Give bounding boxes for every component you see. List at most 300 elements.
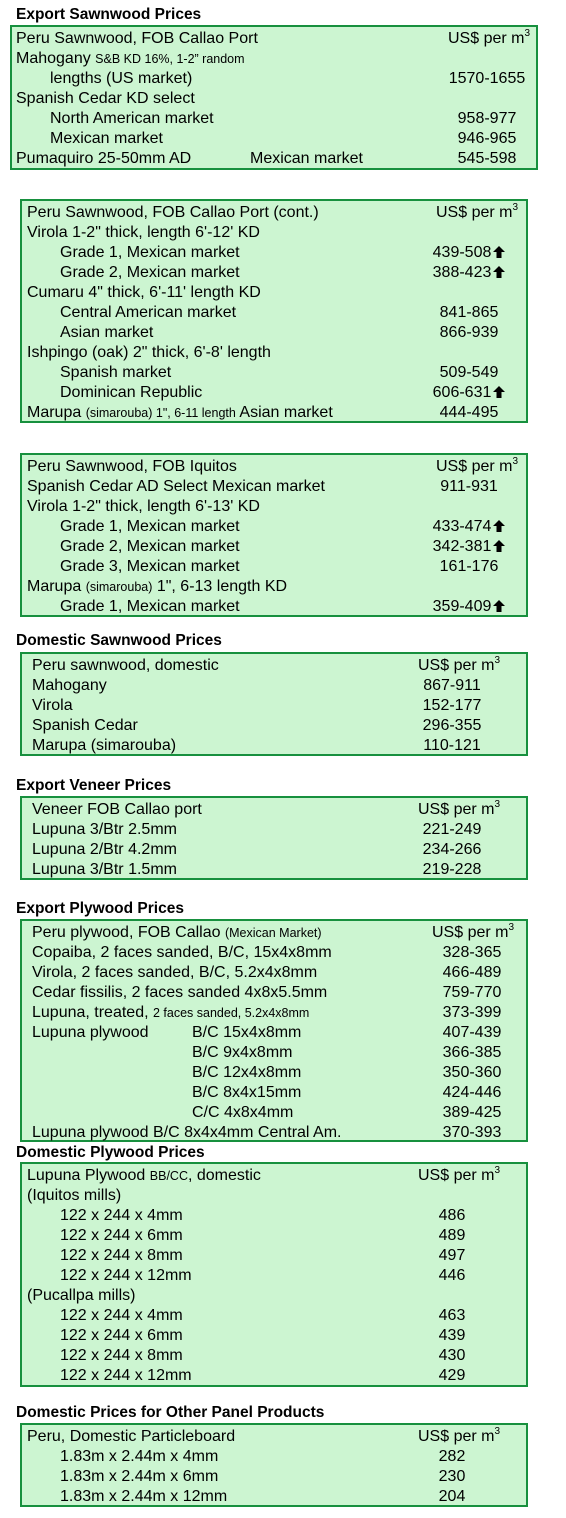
unit-header	[418, 800, 500, 820]
table-row	[22, 820, 526, 840]
price-value	[417, 1003, 527, 1023]
row-label-text: Peru sawnwood, domestic	[32, 657, 219, 674]
price-value	[414, 263, 524, 283]
row-label-text: Dominican Republic	[60, 384, 203, 401]
table-row	[22, 597, 526, 617]
row-label	[32, 716, 138, 736]
price-value	[397, 1366, 507, 1386]
table-row	[22, 1103, 526, 1123]
price-range: 1570-1655	[448, 70, 526, 87]
row-label	[32, 820, 177, 840]
row-label-text: Lupuna 2/Btr 4.2mm	[32, 841, 177, 858]
table-row	[22, 577, 526, 597]
price-value	[414, 517, 524, 537]
row-spec: B/C 8x4x15mm	[192, 1084, 302, 1101]
row-label-text: 122 x 244 x 8mm	[60, 1347, 183, 1364]
row-label	[27, 1427, 235, 1447]
row-label	[32, 1123, 341, 1143]
row-label-text: Spanish Cedar KD select	[16, 90, 195, 107]
unit-exponent: 3	[494, 654, 501, 666]
price-range: 759-770	[442, 984, 502, 1001]
row-label-text: Lupuna Plywood	[27, 1167, 150, 1184]
unit-header	[448, 29, 530, 49]
table-row	[12, 49, 536, 69]
price-value	[417, 963, 527, 983]
table-row	[22, 283, 526, 303]
row-label	[60, 1206, 183, 1226]
row-label-text: Asian market	[60, 324, 154, 341]
row-label	[60, 557, 240, 577]
row-label	[32, 923, 322, 943]
row-label-text: Cumaru 4" thick, 6'-11' length KD	[27, 284, 261, 301]
price-range: 439	[438, 1327, 466, 1344]
unit-header	[418, 1166, 500, 1186]
price-table-6	[20, 919, 528, 1142]
row-label-text: Mahogany	[32, 677, 107, 694]
row-spec: B/C 15x4x8mm	[192, 1024, 302, 1041]
table-header-row	[22, 457, 526, 477]
row-label-text: Virola, 2 faces sanded, B/C, 5.2x4x8mm	[32, 964, 318, 981]
row-label	[32, 736, 176, 756]
row-label-text: Spanish Cedar	[32, 717, 138, 734]
price-range: 463	[438, 1307, 466, 1324]
price-range: 866-939	[439, 324, 499, 341]
row-label	[60, 1487, 227, 1507]
price-value	[414, 383, 524, 403]
row-label-text: Mexican market	[50, 130, 163, 147]
price-value	[417, 1103, 527, 1123]
unit-label: US$ per m	[418, 1167, 495, 1184]
unit-header	[436, 457, 518, 477]
table-header-row	[22, 656, 526, 676]
row-spec: B/C 12x4x8mm	[192, 1064, 302, 1081]
row-label	[27, 403, 333, 423]
row-label	[60, 323, 153, 343]
row-label-text: 1.83m x 2.44m x 12mm	[60, 1488, 228, 1505]
table-row	[22, 223, 526, 243]
price-value	[397, 1246, 507, 1266]
price-range: 958-977	[457, 110, 517, 127]
table-row	[22, 537, 526, 557]
table-row	[22, 557, 526, 577]
table-row	[22, 303, 526, 323]
price-value	[414, 557, 524, 577]
row-label-text: Lupuna plywood B/C 8x4x4mm Central Am.	[32, 1124, 342, 1141]
row-label	[32, 983, 327, 1003]
row-label-text: Lupuna 3/Btr 1.5mm	[32, 861, 177, 878]
row-label	[60, 1467, 218, 1487]
table-row	[22, 363, 526, 383]
row-label-text: Grade 3, Mexican market	[60, 558, 240, 575]
price-range: 486	[438, 1207, 466, 1224]
price-value	[397, 1487, 507, 1507]
table-header-row	[12, 29, 536, 49]
row-label-text: 1.83m x 2.44m x 6mm	[60, 1468, 219, 1485]
price-range: 429	[438, 1367, 466, 1384]
table-header-row	[22, 923, 526, 943]
price-range: 234-266	[422, 841, 482, 858]
price-range: 389-425	[442, 1104, 502, 1121]
price-range: 545-598	[457, 150, 517, 167]
price-range: 359-409	[432, 598, 492, 615]
up-arrow-icon	[493, 266, 505, 278]
up-arrow-icon	[493, 600, 505, 612]
price-range: 282	[438, 1448, 466, 1465]
unit-label: US$ per m	[436, 204, 513, 221]
row-label	[60, 1266, 192, 1286]
unit-exponent: 3	[494, 798, 501, 810]
unit-exponent: 3	[512, 201, 519, 213]
row-label-text: Lupuna 3/Btr 2.5mm	[32, 821, 177, 838]
row-label	[60, 243, 240, 263]
price-value	[417, 1083, 527, 1103]
row-label	[16, 29, 258, 49]
unit-exponent: 3	[524, 27, 531, 39]
row-spec: B/C 9x4x8mm	[192, 1044, 293, 1061]
table-row	[22, 343, 526, 363]
price-range: 110-121	[423, 737, 481, 754]
price-value	[397, 1206, 507, 1226]
row-label-text: Central American market	[60, 304, 237, 321]
row-label	[16, 49, 245, 69]
row-label-text: Peru Sawnwood, FOB Callao Port	[16, 30, 258, 47]
table-row	[22, 1123, 526, 1143]
price-range: 466-489	[442, 964, 502, 981]
row-label	[60, 517, 240, 537]
table-row	[22, 1003, 526, 1023]
price-range: 433-474	[432, 518, 492, 535]
row-label-text: lengths (US market)	[50, 70, 193, 87]
unit-exponent: 3	[512, 455, 519, 467]
row-label-text: Lupuna, treated,	[32, 1004, 153, 1021]
row-label	[27, 1166, 261, 1186]
row-label-text: 122 x 244 x 6mm	[60, 1227, 183, 1244]
row-label-text: Marupa	[27, 404, 86, 421]
price-value	[414, 403, 524, 423]
row-label	[27, 203, 319, 223]
row-label-text: Grade 1, Mexican market	[60, 598, 240, 615]
price-value	[417, 1063, 527, 1083]
price-range: 342-381	[432, 538, 492, 555]
row-label	[27, 457, 237, 477]
row-label	[27, 497, 260, 517]
row-label-text: Virola 1-2" thick, length 6'-12' KD	[27, 224, 260, 241]
unit-label: US$ per m	[432, 924, 509, 941]
table-row	[22, 696, 526, 716]
price-range: 911-931	[440, 478, 498, 495]
row-label	[27, 283, 261, 303]
table-row	[22, 477, 526, 497]
table-row	[22, 1043, 526, 1063]
row-label	[32, 963, 317, 983]
row-label	[16, 89, 195, 109]
row-label	[16, 149, 191, 169]
row-label-text: Peru plywood, FOB Callao	[32, 924, 225, 941]
price-value	[414, 477, 524, 497]
row-label-text: (Pucallpa mills)	[27, 1287, 136, 1304]
unit-label: US$ per m	[448, 30, 525, 47]
row-label	[32, 1003, 309, 1023]
row-spec: Mexican market	[250, 150, 363, 167]
unit-label: US$ per m	[418, 657, 495, 674]
row-label-suffix: , domestic	[187, 1167, 261, 1184]
table-row	[22, 1286, 526, 1306]
price-value	[414, 537, 524, 557]
row-label	[60, 363, 171, 383]
table-row	[12, 129, 536, 149]
price-value	[397, 1326, 507, 1346]
row-label	[32, 1023, 149, 1043]
price-range: 230	[438, 1468, 466, 1485]
price-value	[397, 1226, 507, 1246]
row-label	[32, 800, 202, 820]
price-range: 296-355	[422, 717, 482, 734]
price-range: 161-176	[439, 558, 499, 575]
row-label-note: (simarouba)	[85, 580, 153, 594]
table-header-row	[22, 1427, 526, 1447]
row-label-text: Pumaquiro 25-50mm AD	[16, 150, 192, 167]
table-row	[22, 497, 526, 517]
price-value	[397, 860, 507, 880]
price-range: 606-631	[432, 384, 492, 401]
table-row	[22, 840, 526, 860]
row-label-text: Veneer FOB Callao port	[32, 801, 202, 818]
row-label	[27, 343, 271, 363]
up-arrow-icon	[493, 520, 505, 532]
row-label-note: (simarouba) 1", 6-11 length	[85, 406, 236, 420]
row-label-text: Grade 2, Mexican market	[60, 538, 240, 555]
price-value	[417, 983, 527, 1003]
price-range: 366-385	[442, 1044, 502, 1061]
row-label	[60, 263, 240, 283]
price-value	[414, 597, 524, 617]
price-value	[397, 1346, 507, 1366]
table-row	[22, 323, 526, 343]
row-label	[60, 303, 236, 323]
price-table-2	[20, 199, 528, 423]
price-table-8	[20, 1423, 528, 1507]
price-range: 373-399	[442, 1004, 502, 1021]
row-label-text: 122 x 244 x 6mm	[60, 1327, 183, 1344]
row-label-text: Marupa	[27, 578, 86, 595]
up-arrow-icon	[493, 386, 505, 398]
row-label-text: Copaiba, 2 faces sanded, B/C, 15x4x8mm	[32, 944, 332, 961]
price-value	[414, 363, 524, 383]
row-label-text: Grade 2, Mexican market	[60, 264, 240, 281]
table-row	[12, 109, 536, 129]
row-label-text: Peru Sawnwood, FOB Iquitos	[27, 458, 237, 475]
row-label	[27, 1286, 135, 1306]
price-table-5	[20, 796, 528, 880]
price-value	[414, 243, 524, 263]
price-range: 489	[438, 1227, 466, 1244]
row-label	[60, 1366, 192, 1386]
price-value	[397, 840, 507, 860]
table-row	[22, 1023, 526, 1043]
table-header-row	[22, 800, 526, 820]
row-label-text: Cedar fissilis, 2 faces sanded 4x8x5.5mm	[32, 984, 328, 1001]
row-label	[27, 223, 260, 243]
row-label	[32, 860, 177, 880]
table-row	[22, 676, 526, 696]
row-label-note: BB/CC	[149, 1169, 188, 1183]
unit-exponent: 3	[494, 1425, 501, 1437]
table-row	[22, 1206, 526, 1226]
price-value	[397, 716, 507, 736]
table-row	[22, 403, 526, 423]
table-row	[12, 69, 536, 89]
table-row	[12, 89, 536, 109]
row-label-note: S&B KD 16%, 1-2” random	[95, 52, 245, 66]
price-value	[397, 736, 507, 756]
price-range: 867-911	[423, 677, 481, 694]
row-label-text: Ishpingo (oak) 2" thick, 6'-8' length	[27, 344, 271, 361]
row-label-text: Peru Sawnwood, FOB Callao Port (cont.)	[27, 204, 319, 221]
row-label-text: 1.83m x 2.44m x 4mm	[60, 1448, 219, 1465]
heading-domestic-plywood: Domestic Plywood Prices	[16, 1144, 205, 1161]
table-row	[22, 1346, 526, 1366]
price-value	[397, 1447, 507, 1467]
price-range: 388-423	[432, 264, 492, 281]
row-label-note: (Mexican Market)	[224, 926, 322, 940]
row-label	[27, 577, 287, 597]
price-range: 841-865	[439, 304, 499, 321]
price-value	[397, 696, 507, 716]
price-value	[432, 109, 542, 129]
table-row	[22, 1447, 526, 1467]
price-value	[414, 323, 524, 343]
row-label	[50, 129, 163, 149]
row-label-text: 122 x 244 x 4mm	[60, 1207, 183, 1224]
row-label-text: Grade 1, Mexican market	[60, 244, 240, 261]
price-range: 219-228	[422, 861, 482, 878]
price-range: 430	[438, 1347, 466, 1364]
table-row	[22, 1246, 526, 1266]
row-label	[32, 676, 107, 696]
table-row	[22, 716, 526, 736]
row-label-suffix: Asian market	[235, 404, 333, 421]
row-spec: C/C 4x8x4mm	[192, 1104, 294, 1121]
row-label	[60, 383, 202, 403]
price-value	[397, 676, 507, 696]
row-label	[60, 1306, 183, 1326]
row-label	[32, 943, 332, 963]
heading-export-plywood: Export Plywood Prices	[16, 900, 184, 917]
price-value	[397, 1266, 507, 1286]
row-label	[50, 69, 192, 89]
unit-exponent: 3	[494, 1164, 501, 1176]
row-label-suffix: 1", 6-13 length KD	[152, 578, 288, 595]
price-range: 497	[438, 1247, 466, 1264]
heading-domestic-sawnwood: Domestic Sawnwood Prices	[16, 632, 222, 649]
price-range: 439-508	[432, 244, 492, 261]
table-row	[22, 1083, 526, 1103]
row-label	[27, 477, 325, 497]
unit-label: US$ per m	[436, 458, 513, 475]
up-arrow-icon	[493, 246, 505, 258]
unit-header	[418, 656, 500, 676]
price-value	[417, 943, 527, 963]
table-row	[22, 983, 526, 1003]
row-label-text: North American market	[50, 110, 214, 127]
row-label-text: Grade 1, Mexican market	[60, 518, 240, 535]
row-label-text: 122 x 244 x 12mm	[60, 1367, 192, 1384]
row-label	[27, 1186, 121, 1206]
table-header-row	[22, 1166, 526, 1186]
unit-header	[432, 923, 514, 943]
price-range: 946-965	[457, 130, 517, 147]
price-value	[414, 303, 524, 323]
row-label	[60, 1346, 183, 1366]
price-range: 204	[438, 1488, 466, 1505]
row-label	[32, 696, 73, 716]
price-range: 350-360	[442, 1064, 502, 1081]
price-value	[432, 69, 542, 89]
price-range: 444-495	[439, 404, 499, 421]
price-value	[432, 129, 542, 149]
price-range: 424-446	[442, 1084, 502, 1101]
row-label	[60, 1226, 183, 1246]
row-label-text: Peru, Domestic Particleboard	[27, 1428, 236, 1445]
price-value	[417, 1123, 527, 1143]
price-table-4	[20, 652, 528, 756]
price-value	[397, 820, 507, 840]
up-arrow-icon	[493, 540, 505, 552]
table-row	[22, 1306, 526, 1326]
heading-export-veneer: Export Veneer Prices	[16, 777, 172, 794]
unit-label: US$ per m	[418, 1428, 495, 1445]
row-label-text: Spanish market	[60, 364, 172, 381]
row-label	[32, 840, 177, 860]
table-row	[22, 1467, 526, 1487]
table-row	[12, 149, 536, 169]
table-row	[22, 1366, 526, 1386]
table-row	[22, 943, 526, 963]
row-label	[50, 109, 214, 129]
table-row	[22, 1226, 526, 1246]
price-range: 221-249	[422, 821, 482, 838]
heading-export-sawnwood: Export Sawnwood Prices	[16, 6, 202, 23]
price-range: 407-439	[442, 1024, 502, 1041]
row-label-text: Mahogany	[16, 50, 96, 67]
row-label-text: Virola 1-2" thick, length 6'-13' KD	[27, 498, 260, 515]
price-value	[397, 1306, 507, 1326]
table-row	[22, 1326, 526, 1346]
row-label-text: Lupuna plywood	[32, 1024, 149, 1041]
price-range: 509-549	[439, 364, 499, 381]
price-table-7	[20, 1162, 528, 1387]
table-row	[22, 263, 526, 283]
row-label	[60, 537, 240, 557]
row-label	[60, 1246, 183, 1266]
unit-header	[418, 1427, 500, 1447]
table-row	[22, 860, 526, 880]
row-label-text: (Iquitos mills)	[27, 1187, 122, 1204]
row-label-text: 122 x 244 x 8mm	[60, 1247, 183, 1264]
row-label-text: 122 x 244 x 12mm	[60, 1267, 192, 1284]
row-label-text: 122 x 244 x 4mm	[60, 1307, 183, 1324]
table-row	[22, 383, 526, 403]
price-range: 370-393	[442, 1124, 502, 1141]
price-range: 446	[438, 1267, 466, 1284]
table-row	[22, 243, 526, 263]
row-label-note: 2 faces sanded, 5.2x4x8mm	[152, 1006, 310, 1020]
price-value	[417, 1043, 527, 1063]
table-row	[22, 736, 526, 756]
row-label-text: Marupa (simarouba)	[32, 737, 177, 754]
row-label-text: Virola	[32, 697, 73, 714]
row-label	[60, 1447, 218, 1467]
